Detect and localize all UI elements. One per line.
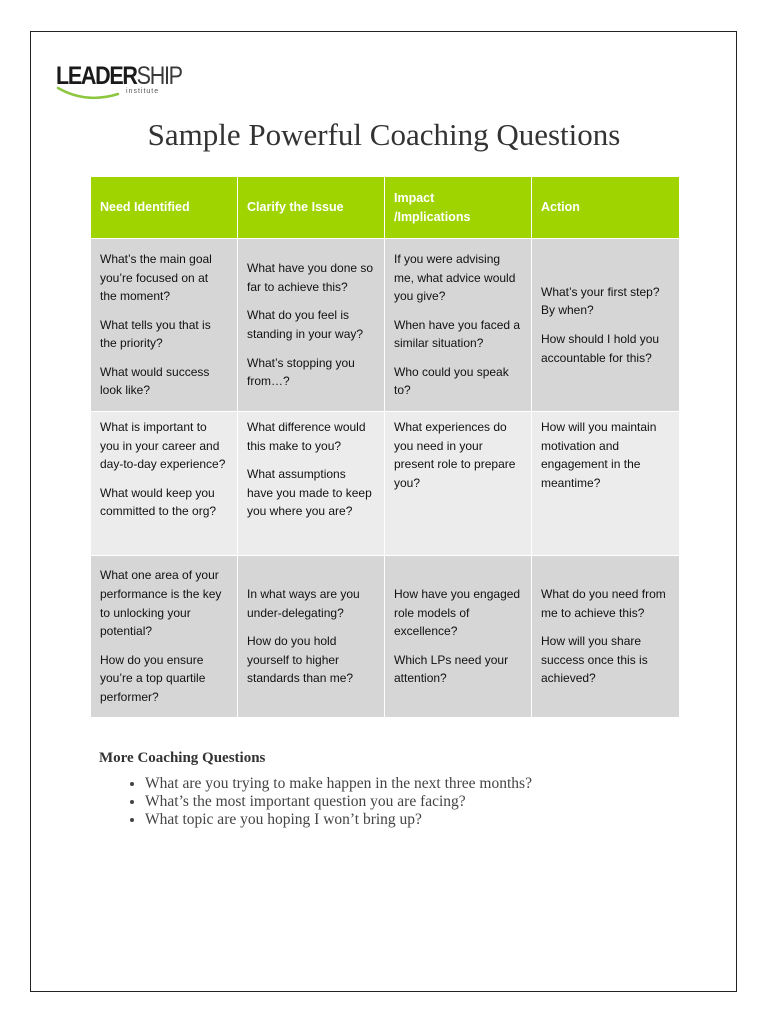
header-impact-text: Impact /Implications bbox=[394, 190, 471, 224]
question-text: What experiences do you need in your present role to prepare you? bbox=[394, 420, 516, 490]
table-cell bbox=[91, 556, 238, 718]
question-text: How will you share success once this is achieved? bbox=[541, 634, 648, 686]
question-text: What do you feel is standing in your way? bbox=[247, 308, 364, 341]
coaching-questions-table bbox=[91, 177, 679, 718]
table-cell bbox=[385, 556, 532, 718]
logo-text-light: SHIP bbox=[136, 62, 182, 90]
question-text: What would keep you committed to the org? bbox=[100, 485, 217, 519]
question-text: What difference would this make to you? bbox=[247, 420, 366, 453]
header-impact-implications bbox=[385, 177, 532, 239]
logo-text-bold: LEADER bbox=[56, 62, 137, 90]
more-questions-list bbox=[99, 775, 532, 829]
header-action: Action bbox=[532, 177, 679, 239]
more-questions-heading: More Coaching Questions bbox=[99, 750, 266, 766]
question-text: How have you engaged role models of excellence? bbox=[394, 587, 521, 639]
question-text: How will you maintain motivation and engagement in the meantime? bbox=[541, 420, 657, 490]
table-cell bbox=[385, 412, 532, 556]
question-text: What is important to you in your career and day-to-day experience? bbox=[100, 420, 226, 472]
logo-subtext: institute bbox=[126, 88, 160, 95]
question-text: Which LPs need your attention? bbox=[394, 652, 509, 686]
table-row bbox=[91, 239, 679, 412]
question-text: What have you done so far to achieve this? bbox=[247, 261, 374, 294]
table-header-row bbox=[91, 177, 679, 239]
table-cell bbox=[91, 412, 238, 556]
table-cell bbox=[532, 239, 679, 412]
question-text: What would success look like? bbox=[100, 364, 210, 398]
question-text: How do you hold yourself to higher standards than me? bbox=[247, 634, 354, 686]
question-text: What do you need from me to achieve this? bbox=[541, 587, 666, 620]
leadership-institute-logo bbox=[56, 60, 186, 104]
question-text: What assumptions have you made to keep you where you are? bbox=[247, 467, 372, 519]
question-text: In what ways are you under-delegating? bbox=[247, 587, 360, 620]
list-item: • What topic are you hoping I won’t bring up? bbox=[145, 811, 532, 829]
table-cell bbox=[238, 239, 385, 412]
question-text: What tells you that is the priority? bbox=[100, 317, 211, 351]
question-text: What one area of your performance is the key to unlocking your potential? bbox=[100, 568, 222, 639]
list-item: • What are you trying to make happen in the next three months? bbox=[145, 775, 532, 793]
question-text: What’s stopping you from…? bbox=[247, 355, 355, 389]
list-item: • What’s the most important question you are facing? bbox=[145, 793, 532, 811]
question-text: What’s your first step? By when? bbox=[541, 284, 660, 318]
table-cell bbox=[532, 412, 679, 556]
table-cell bbox=[238, 412, 385, 556]
question-text: How should I hold you accountable for this? bbox=[541, 332, 660, 365]
header-clarify-the-issue: Clarify the Issue bbox=[238, 177, 385, 239]
table-cell bbox=[532, 556, 679, 718]
table-cell bbox=[91, 239, 238, 412]
question-text: When have you faced a similar situation? bbox=[394, 317, 521, 351]
page-title: Sample Powerful Coaching Questions bbox=[147, 117, 621, 152]
table-row bbox=[91, 556, 679, 718]
question-text: What’s the main goal you’re focused on at the moment? bbox=[100, 251, 212, 304]
question-text: How do you ensure you’re a top quartile performer? bbox=[100, 652, 206, 704]
header-need-identified: Need Identified bbox=[91, 177, 238, 239]
table-cell bbox=[238, 556, 385, 718]
table-row bbox=[91, 412, 679, 556]
table-cell bbox=[385, 239, 532, 412]
question-text: If you were advising me, what advice would you give? bbox=[394, 251, 516, 304]
question-text: Who could you speak to? bbox=[394, 364, 509, 398]
